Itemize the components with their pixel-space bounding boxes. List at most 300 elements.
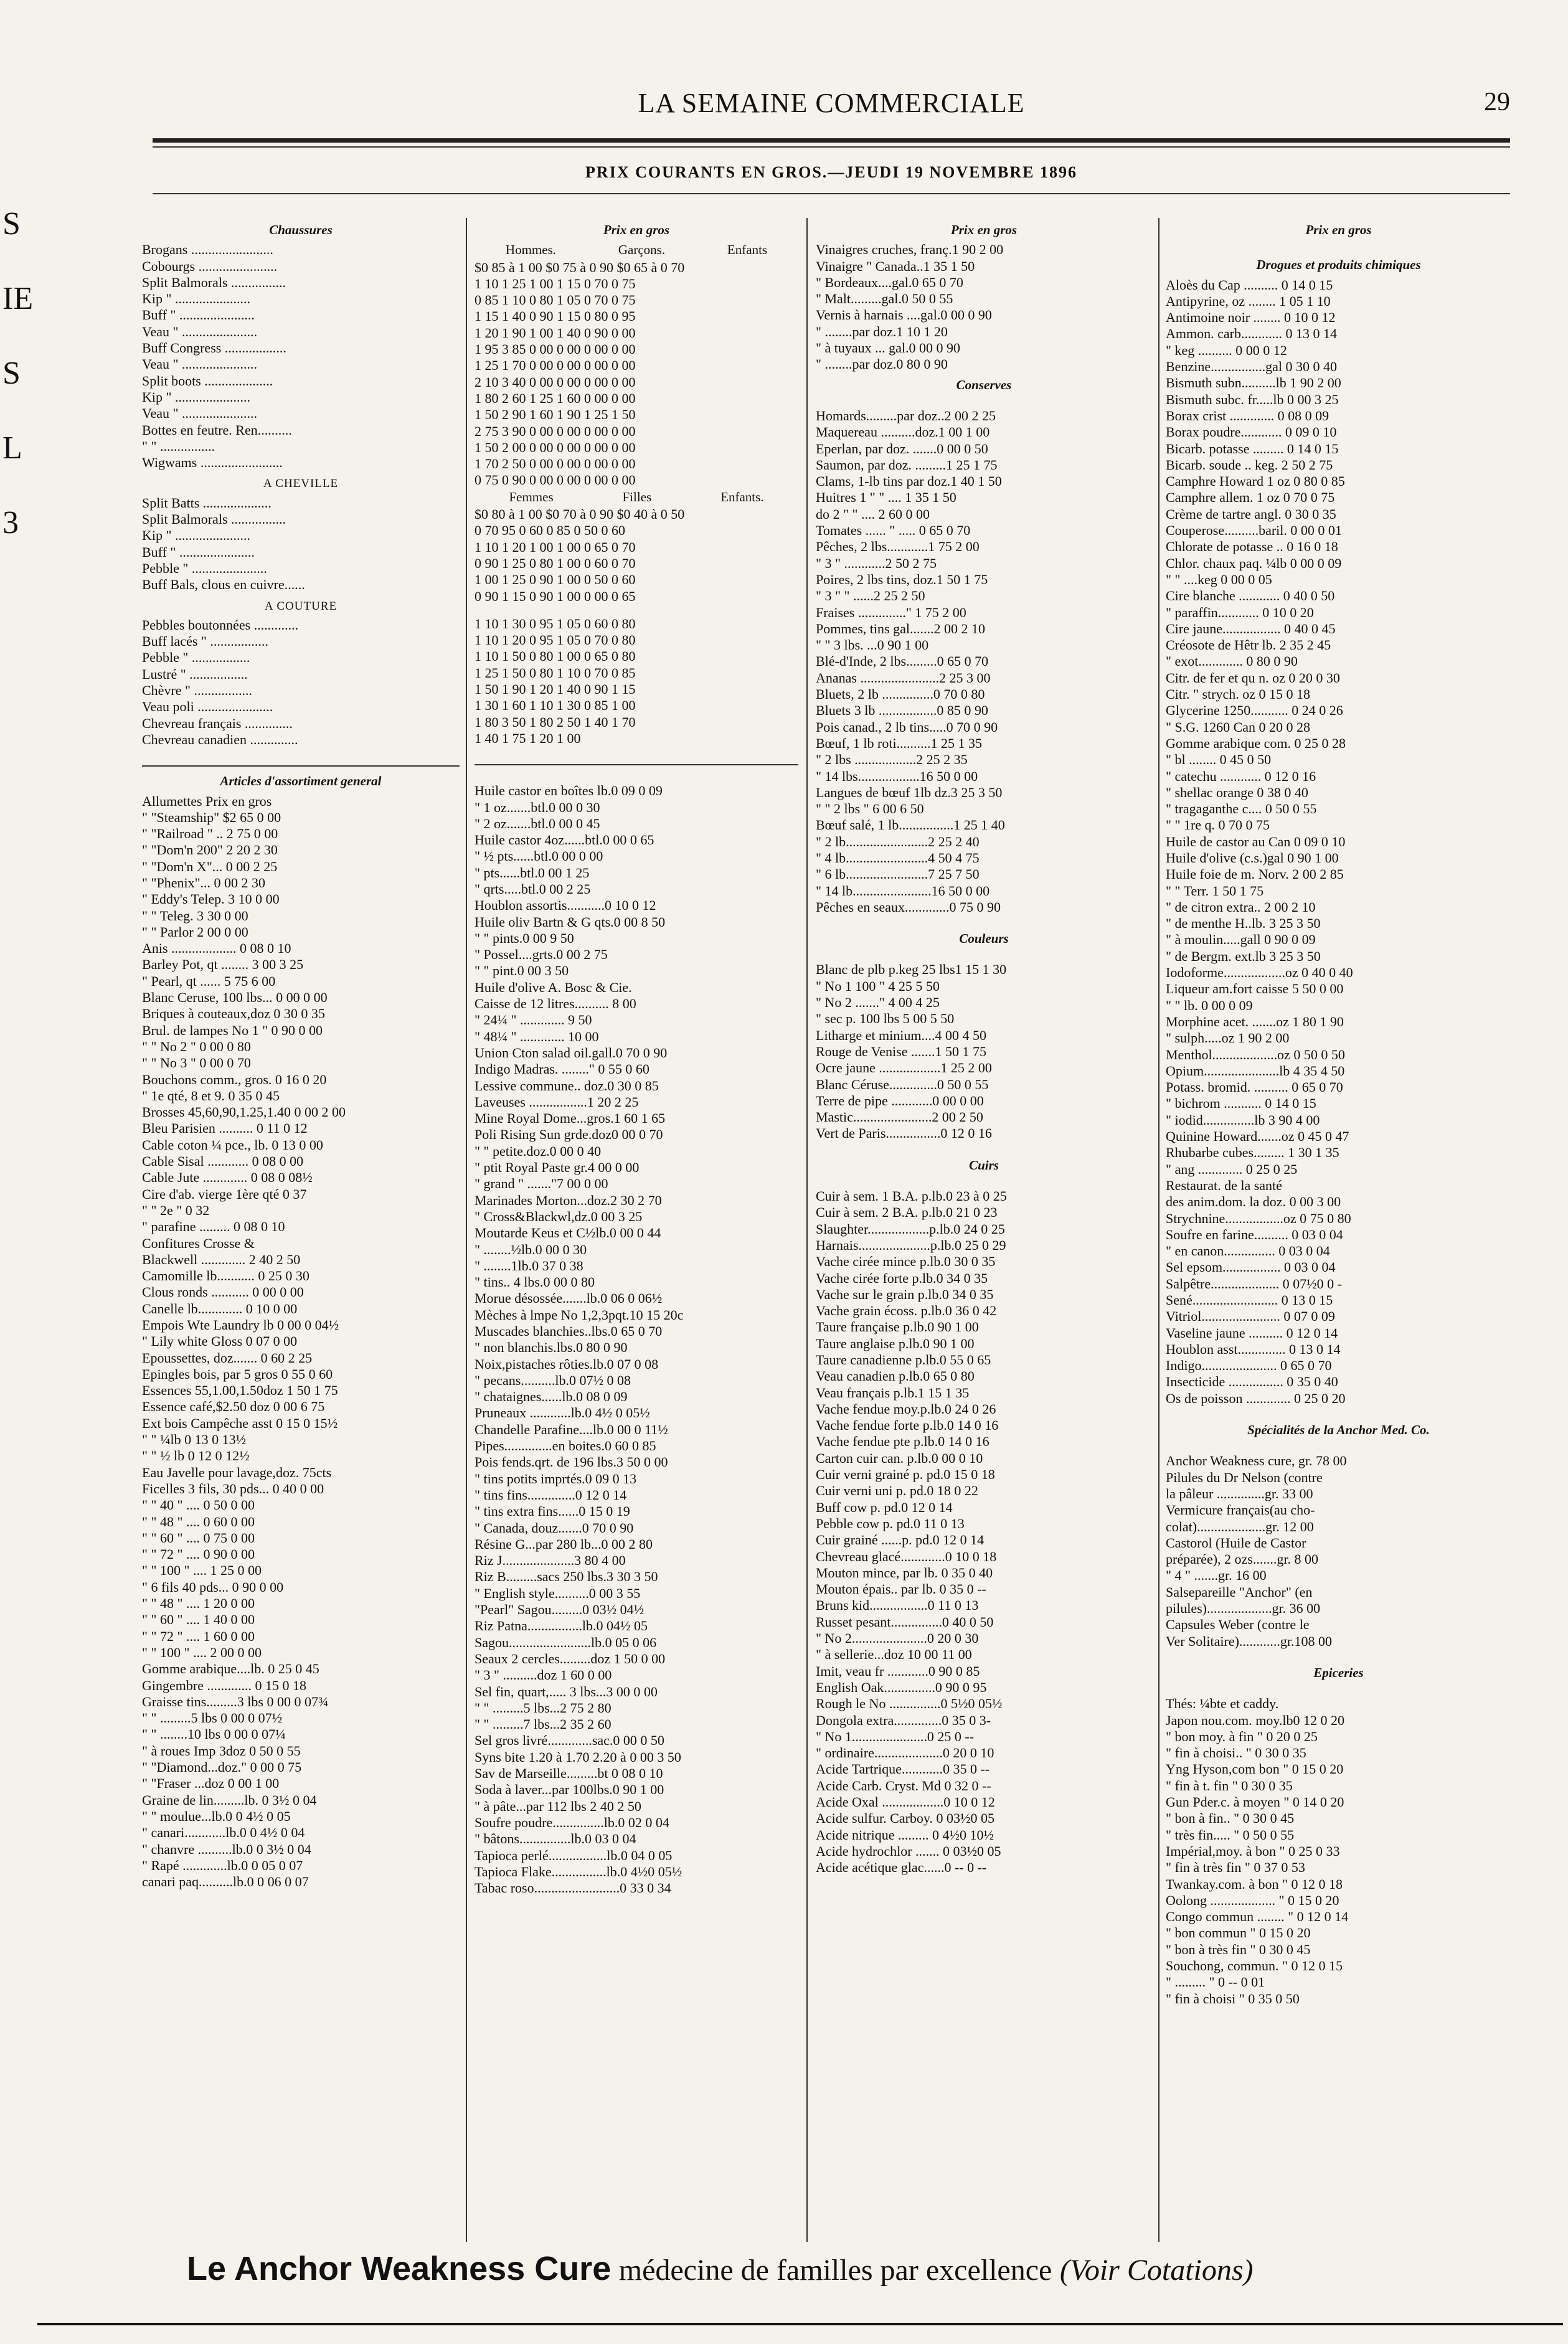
price-row: Mouton mince, par lb. 0 35 0 40 — [816, 1564, 993, 1581]
price-row: Créosote de Hêtr lb. 2 35 2 45 — [1166, 637, 1331, 653]
price-row: " 1 oz.......btl.0 00 0 30 — [475, 799, 600, 815]
price-row: Brogans ........................ — [142, 242, 273, 258]
price-row: $0 80 à 1 00 $0 70 à 0 90 $0 40 à 0 50 — [475, 506, 685, 522]
price-row: Liqueur am.fort caisse 5 50 0 00 — [1166, 981, 1344, 997]
price-row: 1 80 3 50 1 80 2 50 1 40 1 70 — [475, 714, 636, 730]
price-row: Ext bois Campêche asst 0 15 0 15½ — [142, 1415, 338, 1431]
section-rule — [475, 764, 798, 765]
spacer — [142, 748, 460, 759]
price-row: Huile d'olive A. Bosc & Cie. — [475, 979, 632, 995]
price-row: " Canada, douz.......0 70 0 90 — [475, 1519, 634, 1536]
price-row: Muscades blanchies..lbs.0 65 0 70 — [475, 1323, 663, 1339]
price-row: " "Diamond...doz." 0 00 0 75 — [142, 1759, 302, 1775]
price-row: Buff " ...................... — [142, 544, 255, 560]
price-row: Cire blanche ............ 0 40 0 50 — [1166, 588, 1335, 604]
price-row: Soufre en farine.......... 0 03 0 04 — [1166, 1226, 1343, 1242]
price-row: 1 25 1 50 0 80 1 10 0 70 0 85 — [475, 664, 636, 681]
price-row: " à pâte...par 112 lbs 2 40 2 50 — [475, 1798, 641, 1814]
page-number: 29 — [1484, 88, 1510, 116]
price-row: 1 80 2 60 1 25 1 60 0 00 0 00 — [475, 390, 636, 406]
price-row: " bon à très fin " 0 30 0 45 — [1166, 1941, 1311, 1957]
price-row: Thés: ¼bte et caddy. — [1166, 1696, 1279, 1712]
price-row: " " pint.0 00 3 50 — [475, 963, 569, 979]
price-row: " canari............lb.0 0 4½ 0 04 — [142, 1825, 305, 1841]
price-row: Riz J.....................3 80 4 00 — [475, 1552, 626, 1569]
price-row: Bismuth subc. fr.....lb 0 00 3 25 — [1166, 391, 1339, 407]
price-row: 1 30 1 60 1 10 1 30 0 85 1 00 — [475, 697, 636, 714]
price-row: " 3 " ............2 50 2 75 — [816, 555, 937, 571]
price-row: Vache fendue moy.p.lb.0 24 0 26 — [816, 1401, 996, 1417]
price-row: Strychnine.................oz 0 75 0 80 — [1166, 1210, 1351, 1226]
column-rule-2 — [806, 218, 808, 2242]
price-row: " " Parlor 2 00 0 00 — [142, 924, 248, 940]
price-row: " "Phenix"... 0 00 2 30 — [142, 874, 266, 891]
price-row: " 1e qté, 8 et 9. 0 35 0 45 — [142, 1087, 280, 1103]
price-row: " de menthe H..lb. 3 25 3 50 — [1166, 915, 1321, 932]
price-row: Chevreau canadien .............. — [142, 731, 298, 747]
section-heading: Chaussures — [269, 222, 333, 237]
price-row: Riz B.........sacs 250 lbs.3 30 3 50 — [475, 1569, 658, 1585]
price-row: Split Batts .................... — [142, 494, 272, 511]
price-row: " No 1......................0 25 0 -- — [816, 1728, 975, 1744]
subsection-heading: A CHEVILLE — [263, 477, 339, 491]
price-row: Saumon, par doz. .........1 25 1 75 — [816, 456, 998, 473]
price-row: Vache fendue pte p.lb.0 14 0 16 — [816, 1434, 989, 1450]
price-row: Benzine................gal 0 30 0 40 — [1166, 359, 1337, 375]
price-row: Slaughter..................p.lb.0 24 0 25 — [816, 1221, 1005, 1237]
price-row: " Malt.........gal.0 50 0 55 — [816, 291, 953, 307]
price-row: " à roues Imp 3doz 0 50 0 55 — [142, 1742, 301, 1759]
price-row: Cuir à sem. 1 B.A. p.lb.0 23 à 0 25 — [816, 1188, 1007, 1204]
price-row: " " Teleg. 3 30 0 00 — [142, 907, 248, 924]
price-row: Vache cirée forte p.lb.0 34 0 35 — [816, 1270, 988, 1286]
price-row: " " 40 " .... 0 50 0 00 — [142, 1497, 255, 1513]
price-row: Cable Sisal ............ 0 08 0 00 — [142, 1153, 304, 1170]
price-row: Laveuses .................1 20 2 25 — [475, 1094, 639, 1110]
price-row: " bon moy. à fin " 0 20 0 25 — [1166, 1728, 1318, 1744]
price-row: Salpêtre.................... 0 07½0 0 - — [1166, 1275, 1342, 1292]
price-row: colat)....................gr. 12 00 — [1166, 1518, 1314, 1534]
price-row: "Pearl" Sagou.........0 03½ 04½ — [475, 1602, 645, 1618]
header-rule-thin — [153, 146, 1510, 148]
price-row: Acide sulfur. Carboy. 0 03½0 05 — [816, 1810, 994, 1827]
bottom-advertisement — [187, 2249, 1507, 2299]
price-row: Dongola extra..............0 35 0 3- — [816, 1712, 991, 1728]
price-row: Ver Solitaire)............gr.108 00 — [1166, 1633, 1333, 1649]
price-row: Blanc de plb p.keg 25 lbs1 15 1 30 — [816, 962, 1007, 978]
price-row: Houblon assortis...........0 10 0 12 — [475, 897, 656, 914]
price-row: " " 72 " .... 0 90 0 00 — [142, 1546, 255, 1562]
price-row: Bouchons comm., gros. 0 16 0 20 — [142, 1071, 327, 1087]
price-row: " Lily white Gloss 0 07 0 00 — [142, 1333, 298, 1349]
price-row: Taure anglaise p.lb.0 90 1 00 — [816, 1335, 975, 1351]
price-row: Bicarb. potasse ......... 0 14 0 15 — [1166, 440, 1339, 456]
price-row: Kip " ...................... — [142, 389, 250, 405]
price-row: Indigo...................... 0 65 0 70 — [1166, 1358, 1332, 1374]
price-row: Insecticide ................ 0 35 0 40 — [1166, 1374, 1338, 1390]
price-row: Carton cuir can. p.lb.0 00 0 10 — [816, 1450, 983, 1466]
price-row: Acide nitrique ......... 0 4½0 10½ — [816, 1827, 994, 1843]
price-row: Rough le No ...............0 5½0 05½ — [816, 1696, 1003, 1712]
price-row: Pois fends.qrt. de 196 lbs.3 50 0 00 — [475, 1454, 668, 1470]
price-row: Canelle lb............. 0 10 0 00 — [142, 1300, 298, 1316]
price-row: " " No 2 " 0 00 0 80 — [142, 1038, 251, 1054]
price-row: " " 48 " .... 0 60 0 00 — [142, 1513, 255, 1529]
price-row: Maquereau ..........doz.1 00 1 00 — [816, 424, 990, 440]
price-row: " chataignes......lb.0 08 0 09 — [475, 1389, 628, 1405]
price-row: " tragaganthe c.... 0 50 0 55 — [1166, 801, 1317, 817]
price-row: " en canon............... 0 03 0 04 — [1166, 1243, 1330, 1259]
price-row: Ammon. carb............ 0 13 0 14 — [1166, 326, 1337, 342]
price-row: Poires, 2 lbs tins, doz.1 50 1 75 — [816, 571, 988, 587]
column-header: Garçons. — [618, 242, 666, 258]
price-row: 1 25 1 70 0 00 0 00 0 00 0 00 — [475, 357, 636, 374]
price-row: Camomille lb........... 0 25 0 30 — [142, 1268, 309, 1284]
price-row: " fin à t. fin " 0 30 0 35 — [1166, 1777, 1293, 1793]
price-row: " "Dom'n X"... 0 00 2 25 — [142, 858, 278, 874]
price-row: Capsules Weber (contre le — [1166, 1617, 1310, 1633]
price-row: Pois canad., 2 lb tins.....0 70 0 90 — [816, 719, 998, 735]
section-heading: Spécialités de la Anchor Med. Co. — [1247, 1422, 1430, 1438]
price-row: Blé-d'Inde, 2 lbs.........0 65 0 70 — [816, 653, 989, 669]
price-row: " paraffin............ 0 10 0 20 — [1166, 604, 1314, 620]
column-header: Femmes — [509, 489, 554, 504]
price-row: Mastic.......................2 00 2 50 — [816, 1109, 983, 1125]
price-row: Mèches à lmpe No 1,2,3pqt.10 15 20c — [475, 1307, 684, 1323]
price-row: " de citron extra.. 2 00 2 10 — [1166, 899, 1316, 915]
price-row: " très fin..... " 0 50 0 55 — [1166, 1827, 1295, 1843]
price-row: " 2 lbs ..................2 25 2 35 — [816, 752, 968, 768]
price-row: " qrts.....btl.0 00 2 25 — [475, 881, 591, 897]
price-row: " bl ........ 0 45 0 50 — [1166, 752, 1272, 768]
price-row: " 4 lb........................4 50 4 75 — [816, 849, 980, 866]
price-row: " 14 lb.......................16 50 0 00 — [816, 882, 990, 899]
price-row: Vache fendue forte p.lb.0 14 0 16 — [816, 1417, 999, 1434]
price-row: " ........1lb.0 37 0 38 — [475, 1257, 583, 1274]
price-row: Huile de castor au Can 0 09 0 10 — [1166, 833, 1346, 849]
price-row: " keg .......... 0 00 0 12 — [1166, 342, 1287, 358]
price-row: Vernis à harnais ....gal.0 00 0 90 — [816, 307, 992, 323]
price-row: " " ........10 lbs 0 00 0 07¼ — [142, 1726, 286, 1742]
price-row: Pipes..............en boites.0 60 0 85 — [475, 1438, 656, 1454]
price-row: des anim.dom. la doz. 0 00 3 00 — [1166, 1194, 1341, 1210]
price-row: Buff lacés " ................. — [142, 633, 268, 650]
price-row: " pts......btl.0 00 1 25 — [475, 864, 590, 881]
price-row: Vinaigres cruches, franç.1 90 2 00 — [816, 242, 1004, 258]
price-row: " exot............. 0 80 0 90 — [1166, 653, 1298, 669]
price-row: Chandelle Parafine....lb.0 00 0 11½ — [475, 1421, 668, 1437]
price-row: Camphre Howard 1 oz 0 80 0 85 — [1166, 473, 1345, 489]
price-row: " " 72 " .... 1 60 0 00 — [142, 1628, 255, 1644]
price-row: Yng Hyson,com bon " 0 15 0 20 — [1166, 1761, 1344, 1777]
price-row: Veau " ...................... — [142, 405, 257, 422]
price-row: Potass. bromid. .......... 0 65 0 70 — [1166, 1079, 1343, 1095]
price-row: Pebble " ...................... — [142, 560, 267, 576]
price-row: Cobourgs ....................... — [142, 258, 278, 274]
price-row: " " 60 " .... 0 75 0 00 — [142, 1529, 255, 1546]
price-row: " No 2 ......." 4 00 4 25 — [816, 995, 940, 1011]
price-row: Blanc Ceruse, 100 lbs... 0 00 0 00 — [142, 990, 328, 1006]
price-row: Cuir grainé ......p. pd.0 12 0 14 — [816, 1532, 985, 1548]
price-row: 0 90 1 15 0 90 1 00 0 00 0 65 — [475, 588, 636, 604]
price-row: " " 60 " .... 1 40 0 00 — [142, 1612, 255, 1628]
price-row: " ........par doz.1 10 1 20 — [816, 323, 948, 339]
price-row: 1 50 1 90 1 20 1 40 0 90 1 15 — [475, 681, 636, 697]
price-row: Antipyrine, oz ........ 1 05 1 10 — [1166, 293, 1331, 309]
price-row: Graine de lin.........lb. 0 3½ 0 04 — [142, 1792, 317, 1808]
price-row: Essences 55,1.00,1.50doz 1 50 1 75 — [142, 1382, 338, 1399]
price-row: " fin à choisi " 0 35 0 50 — [1166, 1990, 1300, 2006]
price-row: Vinaigre " Canada..1 35 1 50 — [816, 258, 975, 274]
price-row: " ........par doz.0 80 0 90 — [816, 356, 948, 372]
price-row: English Oak...............0 90 0 95 — [816, 1679, 987, 1695]
price-row: Crème de tartre angl. 0 30 0 35 — [1166, 506, 1336, 522]
price-row: Sagou........................lb.0 05 0 06 — [475, 1634, 657, 1650]
spacer — [475, 772, 798, 783]
price-row: Acide Carb. Cryst. Md 0 32 0 -- — [816, 1777, 991, 1793]
price-row: " " ¼lb 0 13 0 13½ — [142, 1432, 247, 1448]
price-row: Split Balmorals ................ — [142, 511, 286, 527]
price-row: Buff Congress .................. — [142, 340, 286, 356]
price-row: Tabac roso.........................0 33 0 34 — [475, 1880, 671, 1896]
section-heading: Prix en gros — [950, 222, 1018, 237]
price-row: Poli Rising Sun grde.doz0 00 0 70 — [475, 1127, 663, 1143]
price-row: Epingles bois, par 5 gros 0 55 0 60 — [142, 1366, 333, 1382]
price-row: Pebble cow p. pd.0 11 0 13 — [816, 1515, 965, 1531]
price-row: " 2 oz.......btl.0 00 0 45 — [475, 815, 600, 831]
price-row: " bon commun " 0 15 0 20 — [1166, 1925, 1311, 1941]
price-row: Union Cton salad oil.gall.0 70 0 90 — [475, 1044, 668, 1061]
spacer — [816, 397, 1152, 408]
price-row: Essence café,$2.50 doz 0 00 6 75 — [142, 1399, 325, 1415]
price-row: " tins.. 4 lbs.0 00 0 80 — [475, 1274, 595, 1290]
price-row: " ½ pts......btl.0 00 0 00 — [475, 848, 603, 864]
price-row: Pebble " ................. — [142, 650, 250, 666]
price-row: Cire d'ab. vierge 1ère qté 0 37 — [142, 1186, 307, 1202]
price-row: Soda à laver...par 100lbs.0 90 1 00 — [475, 1782, 664, 1798]
price-row: canari paq..........lb.0 0 06 0 07 — [142, 1874, 309, 1890]
price-row: Bluets 3 lb .................0 85 0 90 — [816, 702, 988, 719]
price-row: Citr. de fer et qu n. oz 0 20 0 30 — [1166, 669, 1340, 686]
price-row: Japon nou.com. moy.lb0 12 0 20 — [1166, 1712, 1344, 1728]
price-row: 0 70 95 0 60 0 85 0 50 0 60 — [475, 522, 625, 539]
price-row: Blanc Céruse..............0 50 0 55 — [816, 1076, 989, 1092]
price-row: " chanvre ..........lb.0 0 3½ 0 04 — [142, 1841, 311, 1857]
price-row: Kip " ...................... — [142, 291, 250, 307]
price-row: " 48¼ " ............. 10 00 — [475, 1028, 599, 1044]
price-row: " " ....keg 0 00 0 05 — [1166, 571, 1272, 587]
price-list-subtitle: PRIX COURANTS EN GROS.—JEUDI 19 NOVEMBRE 1896 — [585, 163, 1077, 181]
price-row: Pebbles boutonnées ............. — [142, 617, 299, 633]
column-1 — [142, 218, 460, 2242]
price-row: " à moulin.....gall 0 90 0 09 — [1166, 932, 1316, 948]
price-row: Indigo Madras. ........" 0 55 0 60 — [475, 1061, 649, 1077]
price-row: Tapioca Flake................lb.0 4½0 05½ — [475, 1863, 682, 1879]
price-row: Rouge de Venise .......1 50 1 75 — [816, 1043, 986, 1059]
price-row: Marinades Morton...doz.2 30 2 70 — [475, 1192, 662, 1208]
price-row: 1 50 2 00 0 00 0 00 0 00 0 00 — [475, 439, 636, 455]
price-row: Bottes en feutre. Ren.......... — [142, 422, 292, 438]
price-row: Acide Tartrique............0 35 0 -- — [816, 1761, 990, 1777]
price-row: Huitres 1 " " .... 1 35 1 50 — [816, 489, 956, 506]
price-row: Anchor Weakness cure, gr. 78 00 — [1166, 1453, 1347, 1469]
price-row: " 4 " .......gr. 16 00 — [1166, 1567, 1267, 1584]
price-row: Huile oliv Bartn & G qts.0 00 8 50 — [475, 914, 666, 930]
price-row: " Cross&Blackwl,dz.0 00 3 25 — [475, 1208, 643, 1224]
price-row: Seaux 2 cercles.........doz 1 50 0 00 — [475, 1650, 666, 1666]
price-row: " Eddy's Telep. 3 10 0 00 — [142, 891, 280, 907]
price-row: Huile d'olive (c.s.)gal 0 90 1 00 — [1166, 849, 1339, 866]
section-heading: Epiceries — [1313, 1665, 1364, 1680]
price-row: Terre de pipe ............0 00 0 00 — [816, 1092, 984, 1108]
price-row: " "Dom'n 200" 2 20 2 30 — [142, 842, 278, 858]
price-row: Caisse de 12 litres.......... 8 00 — [475, 996, 636, 1012]
price-row: 1 10 1 20 0 95 1 05 0 70 0 80 — [475, 632, 636, 648]
price-row: Bismuth subn..........lb 1 90 2 00 — [1166, 375, 1341, 391]
column-3 — [816, 218, 1152, 2242]
price-row: Fraises .............." 1 75 2 00 — [816, 604, 966, 620]
price-row: Brosses 45,60,90,1.25,1.40 0 00 2 00 — [142, 1104, 346, 1120]
price-row: Sel epsom................. 0 03 0 04 — [1166, 1259, 1336, 1275]
price-row: Huile castor 4oz......btl.0 00 0 65 — [475, 832, 654, 848]
price-row: " ptit Royal Paste gr.4 00 0 00 — [475, 1160, 640, 1176]
price-row: Glycerine 1250........... 0 24 0 26 — [1166, 702, 1343, 719]
price-row: Bluets, 2 lb ...............0 70 0 80 — [816, 686, 985, 702]
column-2 — [475, 218, 798, 2242]
price-row: Sel fin, quart,..... 3 lbs...3 00 0 00 — [475, 1683, 658, 1699]
price-row: Epoussettes, doz....... 0 60 2 25 — [142, 1349, 313, 1366]
price-row: " ang ............. 0 25 0 25 — [1166, 1161, 1298, 1177]
price-row: " Rapé .............lb.0 0 05 0 07 — [142, 1857, 303, 1873]
price-row: Lessive commune.. doz.0 30 0 85 — [475, 1077, 659, 1094]
price-row: la pâleur ..............gr. 33 00 — [1166, 1485, 1313, 1501]
price-row: 1 95 3 85 0 00 0 00 0 00 0 00 — [475, 341, 636, 357]
column-header: Enfants — [727, 242, 768, 258]
price-row: $0 85 à 1 00 $0 75 à 0 90 $0 65 à 0 70 — [475, 259, 685, 275]
price-row: " " petite.doz.0 00 0 40 — [475, 1143, 602, 1159]
price-row: 1 20 1 90 1 00 1 40 0 90 0 00 — [475, 324, 636, 341]
price-row: Cire jaune................. 0 40 0 45 — [1166, 620, 1336, 636]
price-row: " No 1 100 " 4 25 5 50 — [816, 978, 940, 994]
price-row: " " No 3 " 0 00 0 70 — [142, 1055, 251, 1071]
spacer — [1166, 1685, 1511, 1696]
section-heading: Couleurs — [959, 931, 1009, 947]
price-row: Briques à couteaux,doz 0 30 0 35 — [142, 1006, 325, 1022]
price-row: 2 10 3 40 0 00 0 00 0 00 0 00 — [475, 374, 636, 390]
price-row: Chèvre " ................. — [142, 683, 253, 699]
price-row: 2 75 3 90 0 00 0 00 0 00 0 00 — [475, 423, 636, 439]
margin-fragment: IE — [2, 281, 34, 316]
price-row: Taure canadienne p.lb.0 55 0 65 — [816, 1352, 991, 1368]
section-heading: Articles d'assortiment general — [220, 773, 382, 789]
price-row: Huile foie de m. Norv. 2 00 2 85 — [1166, 866, 1344, 882]
price-row: " bichrom ........... 0 14 0 15 — [1166, 1095, 1316, 1112]
price-row: Ananas .......................2 25 3 00 — [816, 669, 991, 686]
price-row: 0 90 1 25 0 80 1 00 0 60 0 70 — [475, 555, 636, 571]
price-row: Impérial,moy. à bon " 0 25 0 33 — [1166, 1843, 1340, 1859]
price-row: Langues de bœuf 1lb dz.3 25 3 50 — [816, 784, 1003, 800]
section-heading: Conserves — [956, 377, 1012, 392]
price-row: " grand " ......."7 00 0 00 — [475, 1176, 608, 1192]
price-row: " " Terr. 1 50 1 75 — [1166, 882, 1264, 899]
price-row: " " 100 " .... 1 25 0 00 — [142, 1562, 262, 1579]
price-row: Cuir verni uni p. pd.0 18 0 22 — [816, 1483, 978, 1499]
price-row: " No 2......................0 20 0 30 — [816, 1630, 979, 1647]
price-row: 1 70 2 50 0 00 0 00 0 00 0 00 — [475, 456, 636, 472]
price-row: Harnais.....................p.lb.0 25 0 29 — [816, 1237, 1006, 1253]
price-row: Aloès du Cap .......... 0 14 0 15 — [1166, 276, 1333, 293]
price-row: " " 1re q. 0 70 0 75 — [1166, 817, 1270, 833]
page-title: LA SEMAINE COMMERCIALE — [638, 88, 1025, 118]
bottom-rule — [37, 2323, 1563, 2325]
price-row: Clams, 1-lb tins par doz.1 40 1 50 — [816, 473, 1002, 489]
spacer — [475, 605, 798, 616]
price-row: " bâtons...............lb.0 03 0 04 — [475, 1831, 636, 1847]
price-row: Sav de Marseille.........bt 0 08 0 10 — [475, 1765, 663, 1782]
margin-fragments — [2, 187, 40, 1121]
price-row: Congo commun ........ " 0 12 0 14 — [1166, 1909, 1349, 1925]
price-row: " 24¼ " ............. 9 50 — [475, 1012, 592, 1028]
price-row: " ........½lb.0 00 0 30 — [475, 1241, 587, 1257]
price-row: " tins potits imprtés.0 09 0 13 — [475, 1470, 637, 1486]
price-row: Allumettes Prix en gros — [142, 793, 272, 809]
price-row: " non blanchis.lbs.0 80 0 90 — [475, 1340, 628, 1356]
price-row: " sec p. 100 lbs 5 00 5 50 — [816, 1011, 955, 1027]
price-row: Borax crist ............. 0 08 0 09 — [1166, 407, 1329, 423]
price-row: " 6 fils 40 pds... 0 90 0 00 — [142, 1579, 284, 1595]
price-row: Morue désossée.......lb.0 06 0 06½ — [475, 1290, 663, 1307]
price-row: Vache sur le grain p.lb.0 34 0 35 — [816, 1286, 994, 1302]
price-row: Chevreau français .............. — [142, 715, 293, 731]
column-rule-3 — [1158, 218, 1159, 2242]
price-row: " S.G. 1260 Can 0 20 0 28 — [1166, 719, 1311, 735]
price-row: 1 00 1 25 0 90 1 00 0 50 0 60 — [475, 572, 636, 588]
price-row: Cable Jute ............. 0 08 0 08½ — [142, 1170, 313, 1186]
price-row: " 2 lb........................2 25 2 40 — [816, 833, 980, 849]
section-heading: Cuirs — [969, 1157, 999, 1173]
price-row: " Pearl, qt ...... 5 75 6 00 — [142, 973, 276, 989]
price-row: Buff " ...................... — [142, 307, 255, 323]
margin-fragment: L — [2, 430, 22, 466]
price-row: Pilules du Dr Nelson (contre — [1166, 1469, 1323, 1485]
spacer — [816, 915, 1152, 927]
price-row: Imit, veau fr ............0 90 0 85 — [816, 1663, 980, 1679]
price-row: Empois Wte Laundry lb 0 00 0 04½ — [142, 1317, 339, 1333]
price-row: " ......... " 0 -- 0 01 — [1166, 1974, 1265, 1990]
ad-tagline: médecine de familles par excellence — [618, 2254, 1052, 2287]
margin-fragment: S — [2, 206, 21, 242]
price-row: Acide acétique glac......0 -- 0 -- — [816, 1860, 987, 1876]
margin-fragment: 3 — [2, 505, 19, 541]
spacer — [816, 950, 1152, 962]
subsection-heading: A COUTURE — [264, 599, 338, 613]
price-row: Pommes, tins gal.......2 00 2 10 — [816, 620, 985, 636]
price-row: Buff cow p. pd.0 12 0 14 — [816, 1499, 953, 1515]
price-row: " "Steamship" $2 65 0 00 — [142, 809, 281, 825]
price-row: Kip " ...................... — [142, 527, 250, 544]
column-rule-1 — [466, 218, 467, 2242]
price-row: 1 50 2 90 1 60 1 90 1 25 1 50 — [475, 407, 636, 423]
price-row: do 2 " " .... 2 60 0 00 — [816, 506, 930, 522]
price-row: Graisse tins.........3 lbs 0 00 0 07¾ — [142, 1693, 329, 1709]
price-row: Taure française p.lb.0 90 1 00 — [816, 1319, 979, 1335]
section-heading: Prix en gros — [1305, 222, 1372, 237]
price-row: " " lb. 0 00 0 09 — [1166, 997, 1253, 1013]
price-row: " "Railroad " .. 2 75 0 00 — [142, 826, 278, 842]
price-row: Syns bite 1.20 à 1.70 2.20 à 0 00 3 50 — [475, 1749, 681, 1765]
price-row: Tomates ...... " ..... 0 65 0 70 — [816, 522, 971, 539]
price-row: " shellac orange 0 38 0 40 — [1166, 784, 1308, 800]
